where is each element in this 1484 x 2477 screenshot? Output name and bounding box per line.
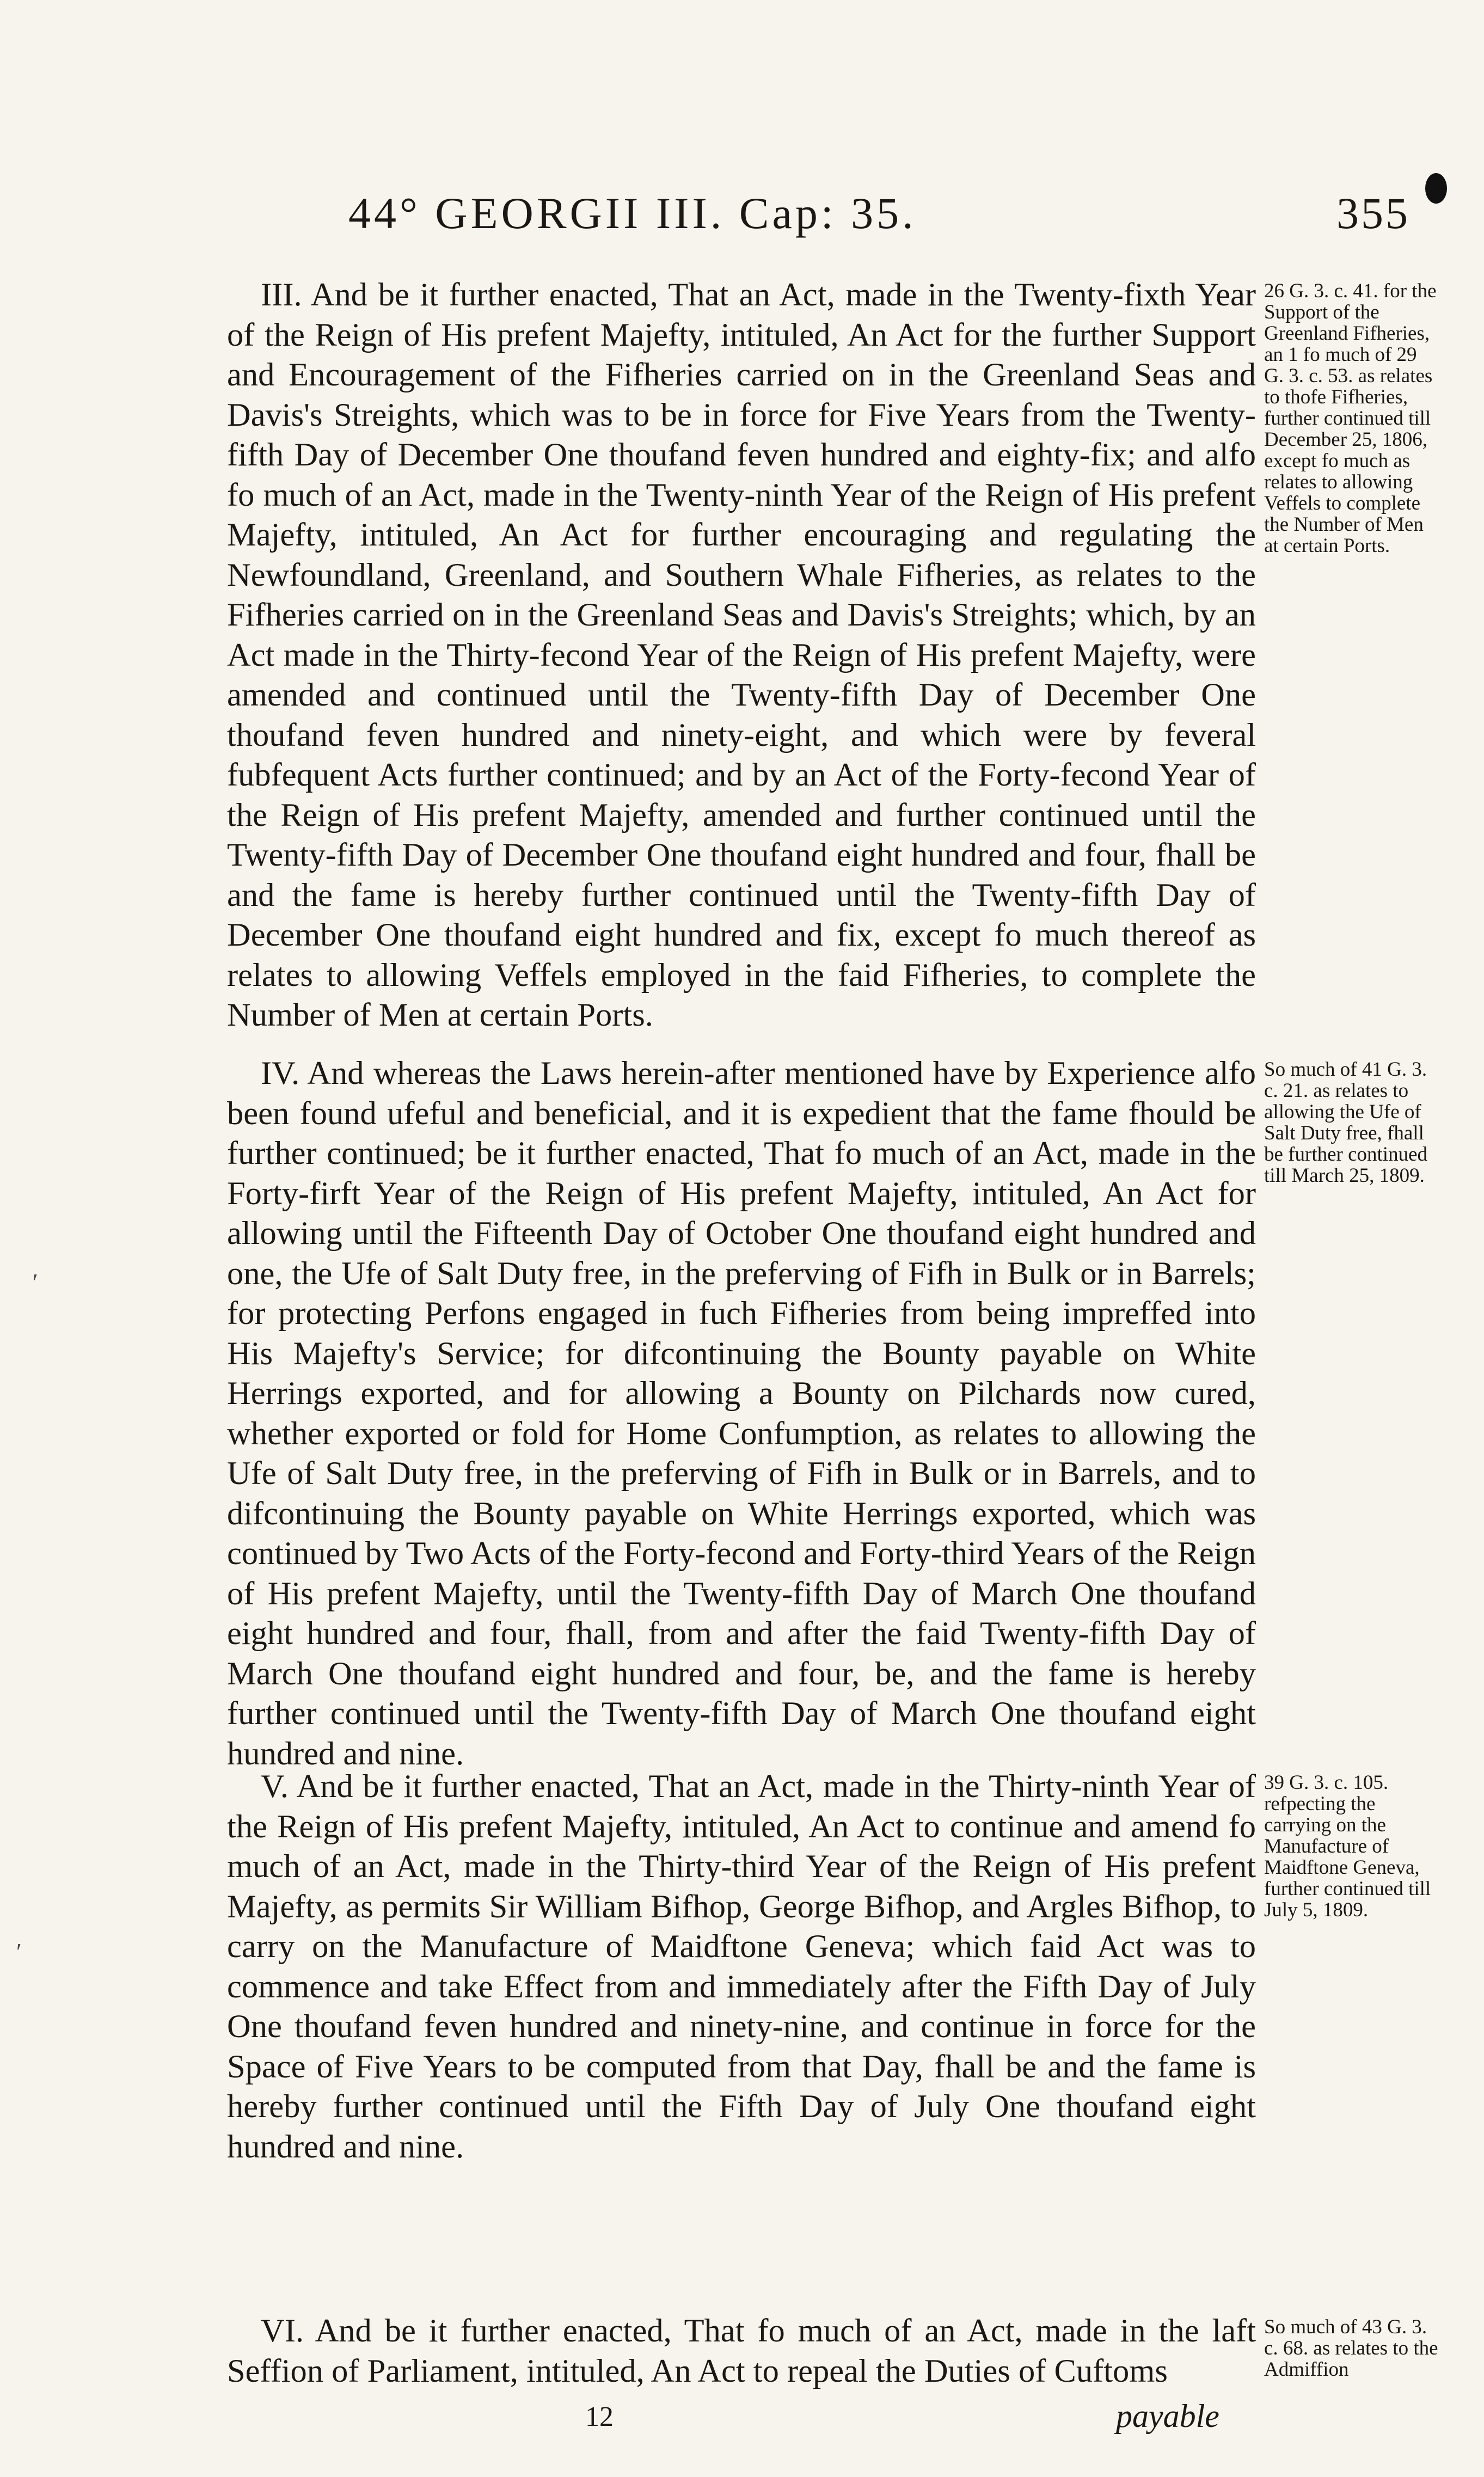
margin-mark: ʹ — [33, 1269, 38, 1296]
section-3-margin-note — [1264, 280, 1438, 556]
catchword: payable — [1116, 2398, 1219, 2434]
section-6-paragraph: VI. And be it further enacted, That fo much of an Act, made in the laft Seffion of Parliament, intituled, An Act to repeal the Duties of Cuftoms — [227, 2313, 1256, 2389]
signature-mark: 12 — [585, 2401, 614, 2432]
header-title: 44° GEORGII III. Cap: 35. — [348, 188, 917, 238]
section-3-text — [227, 275, 1256, 1035]
margin-mark: ʹ — [16, 1939, 22, 1965]
page-number: 355 — [1336, 188, 1410, 238]
section-4-margin-text: So much of 41 G. 3. c. 21. as relates to allowing the Ufe of Salt Duty free, fhall be further continued till March 25, 1809. — [1264, 1058, 1427, 1187]
section-6-text — [227, 2311, 1256, 2391]
section-4-text — [227, 1053, 1256, 1774]
section-5-text — [227, 1767, 1256, 2167]
running-header — [348, 188, 1410, 259]
section-6-margin-text: So much of 43 G. 3. c. 68. as relates to the Admiffion — [1264, 2316, 1438, 2381]
section-3-paragraph: III. And be it further enacted, That an Act, made in the Twenty-fixth Year of the Reign of His prefent Majefty, intituled, An Act for the further Support and Encouragement of the Fifheries carried on in the Greenland Seas and Davis's Streights, which was to be in force for Five Years from the Twenty-fifth Day of December One thoufand feven hundred and eighty-fix; and alfo fo much of an Act, made in the Twenty-ninth Year of the Reign of His prefent Majefty, intituled, An Act for further encouraging and regulating the Newfoundland, Greenland, and Southern Whale Fifheries, as relates to the Fifheries carried on in the Greenland Seas and Davis's Streights; which, by an Act made in the Thirty-fecond Year of the Reign of His prefent Majefty, were amended and continued until the Twenty-fifth Day of December One thoufand feven hundred and ninety-eight, and which were by feveral fubfequent Acts further continued; and by an Act of the Forty-fecond Year of the Reign of His prefent Majefty, amended and further continued until the Twenty-fifth Day of December One thoufand eight hundred and four, fhall be and the fame is hereby further continued until the Twenty-fifth Day of December One thoufand eight hundred and fix, except fo much thereof as relates to allowing Veffels employed in the faid Fifheries, to complete the Number of Men at certain Ports. — [227, 277, 1256, 1033]
section-6-margin-note — [1264, 2316, 1438, 2380]
section-5-margin-note — [1264, 1772, 1438, 1921]
section-5-paragraph: V. And be it further enacted, That an Act, made in the Thirty-ninth Year of the Reign of His prefent Majefty, intituled, An Act to continue and amend fo much of an Act, made in the Thirty-third Year of the Reign of His prefent Majefty, as permits Sir William Bifhop, George Bifhop, and Argles Bifhop, to carry on the Manufacture of Maidftone Geneva; which faid Act was to commence and take Effect from and immediately after the Fifth Day of July One thoufand feven hundred and ninety-nine, and continue in force for the Space of Five Years to be computed from that Day, fhall be and the fame is hereby further continued until the Fifth Day of July One thoufand eight hundred and nine. — [227, 1768, 1256, 2165]
section-4-margin-note — [1264, 1059, 1438, 1186]
ink-blot — [1425, 173, 1447, 204]
section-5-margin-text: 39 G. 3. c. 105. refpecting the carrying on the Manufacture of Maidftone Geneva, further continued till July 5, 1809. — [1264, 1771, 1431, 1921]
section-3-margin-text: 26 G. 3. c. 41. for the Support of the Greenland Fifheries, an 1 fo much of 29 G. 3. c. 53. as relates to thofe Fifheries, further continued till December 25, 1806, except fo much as relates to allowing Veffels to complete the Number of Men at certain Ports. — [1264, 280, 1437, 557]
section-4-paragraph: IV. And whereas the Laws herein-after mentioned have by Experience alfo been found ufeful and beneficial, and it is expedient that the fame fhould be further continued; be it further enacted, That fo much of an Act, made in the Forty-firft Year of the Reign of His prefent Majefty, intituled, An Act for allowing until the Fifteenth Day of October One thoufand eight hundred and one, the Ufe of Salt Duty free, in the preferving of Fifh in Bulk or in Barrels; for protecting Perfons engaged in fuch Fifheries from being impreffed into His Majefty's Service; for difcontinuing the Bounty payable on White Herrings exported, and for allowing a Bounty on Pilchards now cured, whether exported or fold for Home Confumption, as relates to allowing the Ufe of Salt Duty free, in the preferving of Fifh in Bulk or in Barrels, and to difcontinuing the Bounty payable on White Herrings exported, which was continued by Two Acts of the Forty-fecond and Forty-third Years of the Reign of His prefent Majefty, until the Twenty-fifth Day of March One thoufand eight hundred and four, fhall, from and after the faid Twenty-fifth Day of March One thoufand eight hundred and four, be, and the fame is hereby further continued until the Twenty-fifth Day of March One thoufand eight hundred and nine. — [227, 1055, 1256, 1772]
